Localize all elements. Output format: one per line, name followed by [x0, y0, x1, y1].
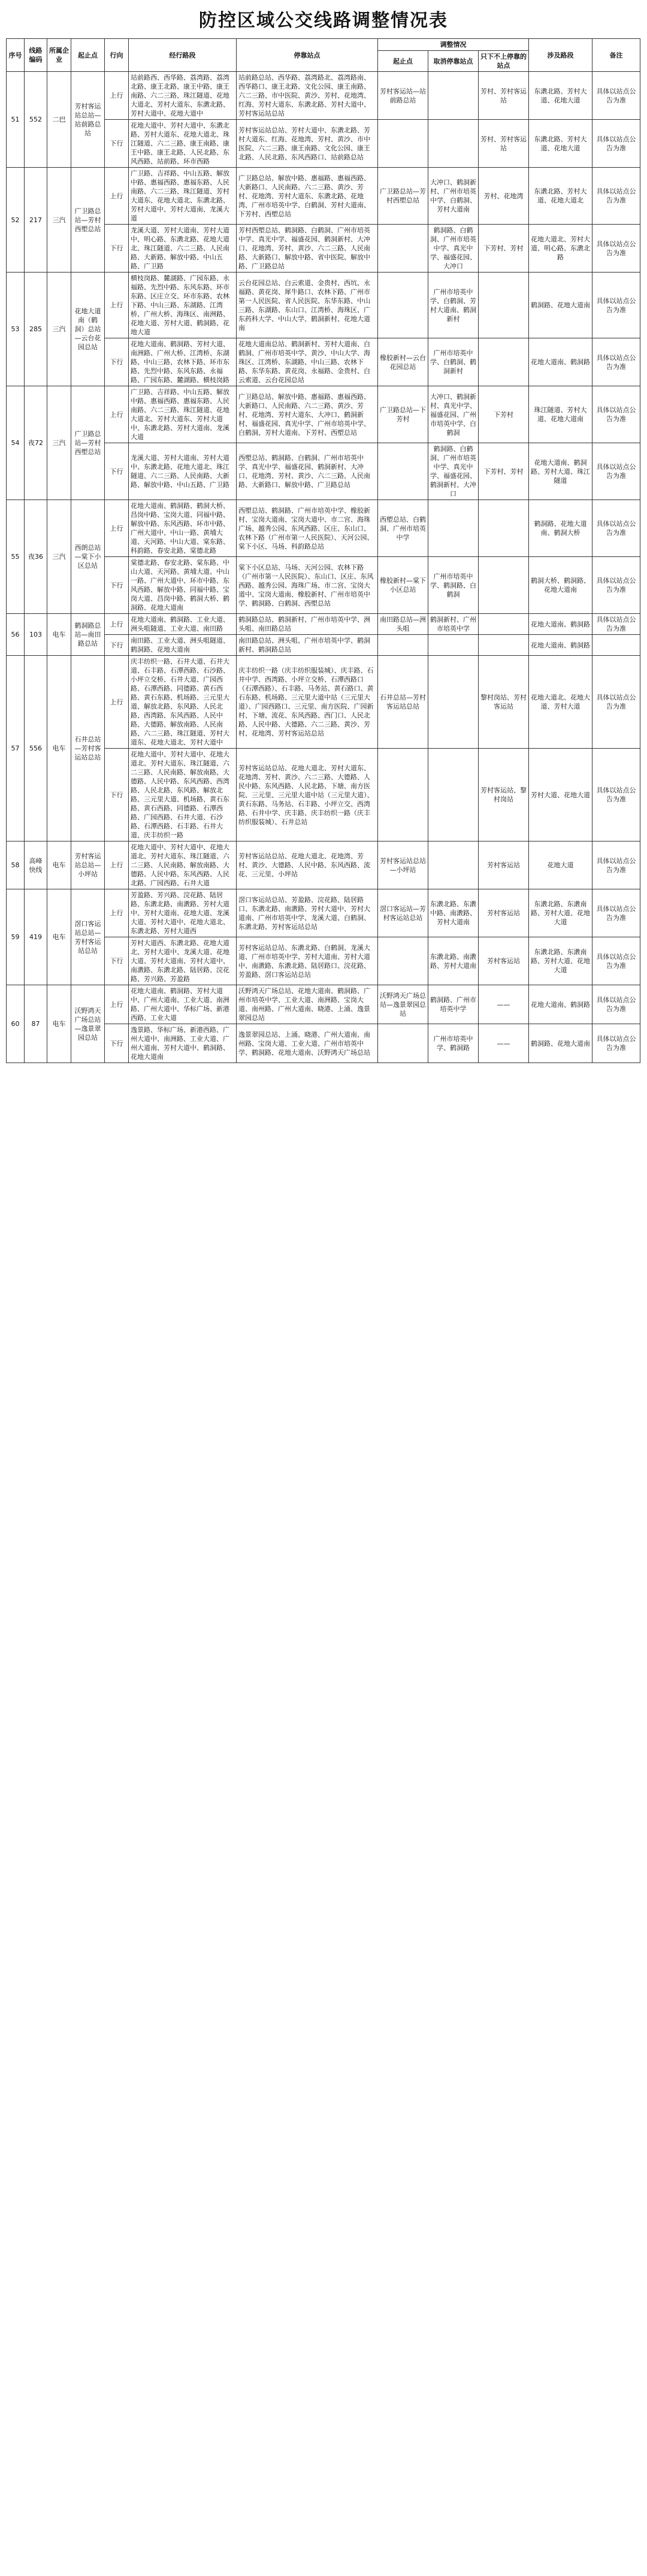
terminals-cell: 广卫路总站—芳村西塱总站: [71, 168, 105, 273]
stops-cell: 西塱总站、鹤洞路、广州市培英中学、橡胶新村、宝岗大道南、宝岗大道中、市二宫、海珠广场、越秀公园、东风西路、区庄、东山口、农林下路（广州市第一人民医院）、天河公园、棠下小区、马场、科韵路总站: [237, 500, 378, 557]
company-cell: 电车: [47, 841, 71, 889]
line-no-cell: 高峰快线: [25, 841, 47, 889]
roads-cell: 东漖北路、芳村大道、花地大道北: [529, 168, 592, 225]
remark-cell: 具体以站点公告为准: [592, 985, 640, 1024]
roads-cell: 花地大道南、鹤洞路: [529, 985, 592, 1024]
cancelled-stops-cell: [428, 841, 479, 889]
direction-cell: 上行: [105, 72, 129, 120]
roads-cell: 东漖北路、芳村大道、花地大道: [529, 72, 592, 120]
line-no-cell: 87: [25, 985, 47, 1063]
table-row: [7, 889, 640, 937]
cancelled-stops-cell: 鹤洞路、白鹤洞、广州市培英中学、真光中学、福盛花园、鹤洞新村、大冲口: [428, 443, 479, 500]
pass-only-cell: 芳村客运站: [479, 889, 529, 937]
route-path-cell: 龙溪大道、芳村大道南、芳村大道中、明心路、东漖北路、花地大道北、珠江隧道、六二三路、人民南路、大新路、解放中路、中山五路、广卫路: [129, 225, 237, 273]
stops-cell: 云台花园总站、白云索道、金贵村、西坑、永福路、黄花岗、犀牛路口、农林下路、广州市第一人民医院、省人民医院、东华东路、中山三路、东湖路、东山口、江湾桥、海珠区、广东药科大学、中山大学、鹤洞新村、花地大道南: [237, 273, 378, 338]
stops-cell: 庆丰纺织一路（庆丰纺织服装城）、庆丰路、石井中学、西湾路、小坪立交桥、石潭西路口（石潭西路）、石丰路、马务站、黄石路口、黄石东路、机场路、三元里大道中站（三元里大道）、广园西路口、三元里、南方医院、广园新村、下塘、流花、东风西路、西门口、人民北路、人民中路、大德路、六二三路、黄沙、芳村、花地湾、芳村客运站总站: [237, 656, 378, 749]
start-end-cell: [378, 443, 428, 500]
remark-cell: 具体以站点公告为准: [592, 225, 640, 273]
start-end-cell: [378, 635, 428, 656]
route-path-cell: 花地大道中、芳村大道中、花地大道北、芳村大道东、珠江隧道、六二三路、人民南路、解放南路、大德路、人民中路、东风西路、人民北路、广园西路、石井大道: [129, 841, 237, 889]
cancelled-stops-cell: 广州市培英中学、鹤洞路: [428, 1024, 479, 1063]
header-seq: 序号: [7, 39, 25, 72]
company-cell: 三汽: [47, 386, 71, 500]
roads-cell: 花地大道南、鹤洞路: [529, 614, 592, 635]
remark-cell: 具体以站点公告为准: [592, 168, 640, 225]
stops-cell: 沃野鸿天广场总站、花地大道南、鹤洞路、广州市培英中学、工业大道、南洲路、宝岗大道、南州路、广州大道南、晓港、上涌、逸景翠园总站: [237, 985, 378, 1024]
header-start-end: 起止点: [378, 51, 428, 72]
cancelled-stops-cell: 广州市培英中学、白鹤洞、芳村大道南、鹤洞新村: [428, 273, 479, 338]
route-path-cell: 花地大道南、鹤洞路、鹤洞大桥、昌岗中路、宝岗大道、同福中路、解放中路、东风西路、环市中路、广州大道中、中山一路、黄埔大道、天河路、中山大道、棠东路、科韵路、春安北路、棠德北路: [129, 500, 237, 557]
pass-only-cell: [479, 273, 529, 338]
table-row: [7, 273, 640, 338]
route-path-cell: 花地大道中、芳村大道中、花地大道北、芳村大道东、珠江隧道、六二三路、人民南路、解放南路、大德路、人民中路、东风西路、西湾路、人民北路、东风路、解放北路、三元里大道、机场路、黄石东路、黄石西路、同德路、石潭西路、广园西路、石井大道、石沙路、石潭西路、石丰路、石井大道、庆丰纺织一路: [129, 749, 237, 841]
cancelled-stops-cell: 东漖北路、南漖路、芳村大道南: [428, 937, 479, 985]
direction-cell: 下行: [105, 635, 129, 656]
roads-cell: 东漖北路、东漖南路、芳村大道、花地大道: [529, 889, 592, 937]
line-no-cell: 夜72: [25, 386, 47, 500]
stops-cell: 南田路总站、洲头咀、广州市培英中学、鹤洞新村、鹤洞路总站: [237, 635, 378, 656]
stops-cell: 站前路总站、西华路、荔湾路北、荔湾路南、西华路口、康王北路、文化公园、康王南路、六二三路、市中医院、黄沙、芳村、花地湾、红海、芳村大道东、东漖北路、芳村大道中、芳村客运站总站: [237, 72, 378, 120]
direction-cell: 下行: [105, 937, 129, 985]
roads-cell: 花地大道北、芳村大道、明心路、东漖北路: [529, 225, 592, 273]
start-end-cell: [378, 937, 428, 985]
direction-cell: 上行: [105, 985, 129, 1024]
table-body: [7, 72, 640, 1063]
header-terminals: 起止点: [71, 39, 105, 72]
table-row: [7, 985, 640, 1024]
company-cell: 二巴: [47, 72, 71, 168]
pass-only-cell: ——: [479, 1024, 529, 1063]
cancelled-stops-cell: 广州市培英中学、白鹤洞、鹤洞新村: [428, 338, 479, 386]
cancelled-stops-cell: [428, 656, 479, 749]
seq-cell: 52: [7, 168, 25, 273]
start-end-cell: 西塱总站、白鹤洞、广州市培英中学: [378, 500, 428, 557]
route-path-cell: 南田路、工业大道、洲头咀隧道、鹤洞路、花地大道南: [129, 635, 237, 656]
terminals-cell: 芳村客运站总站—小坪站: [71, 841, 105, 889]
cancelled-stops-cell: 大冲口、鹤洞新村、广州市培英中学、白鹤洞、芳村大道南: [428, 168, 479, 225]
roads-cell: 鹤洞路、花地大道南: [529, 273, 592, 338]
roads-cell: 芳村大道、花地大道: [529, 749, 592, 841]
remark-cell: 具体以站点公告为准: [592, 500, 640, 557]
route-path-cell: 花地大道南、鹤洞路、芳村大道中、广州大道南、工业大道、南洲路、广州大道中、华标广场、新港西路、工业大道: [129, 985, 237, 1024]
route-path-cell: 广卫路、吉祥路、中山五路、解放中路、惠福西路、惠福东路、人民南路、六二三路、珠江隧道、芳村大道东、花地大道北、东漖北路、芳村大道中、芳村大道南、龙溪大道: [129, 168, 237, 225]
remark-cell: 具体以站点公告为准: [592, 937, 640, 985]
table-row: [7, 386, 640, 443]
direction-cell: 下行: [105, 749, 129, 841]
direction-cell: 上行: [105, 168, 129, 225]
pass-only-cell: 下芳村、芳村: [479, 225, 529, 273]
remark-cell: 具体以站点公告为准: [592, 386, 640, 443]
roads-cell: 鹤洞路、花地大道南: [529, 1024, 592, 1063]
route-path-cell: 芳村大道西、东漖北路、花地大道北、芳村大道中、龙溪大道、花地大道、芳村大道南、芳村大道中、南漖路、东漖北路、陆居路、浣花路、芳兴路、芳盈路: [129, 937, 237, 985]
roads-cell: 花地大道南、鹤洞路: [529, 635, 592, 656]
pass-only-cell: 芳村客运站、黎村岗站: [479, 749, 529, 841]
cancelled-stops-cell: 大冲口、鹤洞新村、真光中学、福盛花园、广州市培英中学、白鹤洞: [428, 386, 479, 443]
roads-cell: 东漖北路、芳村大道、花地大道: [529, 120, 592, 168]
seq-cell: 51: [7, 72, 25, 168]
route-path-cell: 花地大道南、鹤洞路、芳村大道、南洲路、广州大桥、江湾桥、东湖路、中山三路、农林下路、环市东路、先烈中路、东风东路、永福路、广园东路、麓湖路、横枝岗路: [129, 338, 237, 386]
remark-cell: 具体以站点公告为准: [592, 656, 640, 749]
route-path-cell: 庆丰纺织一路、石井大道、石井大道、石丰路、石潭西路、石沙路、小坪立交桥、石井大道、广园西路、石潭西路、同德路、黄石西路、黄石东路、机场路、三元里大道、解放北路、东风路、人民北路、西湾路、东风西路、人民中路、大德路、解放南路、人民南路、六二三路、珠江隧道、芳村大道东、花地大道北、芳村大道中: [129, 656, 237, 749]
remark-cell: 具体以站点公告为准: [592, 889, 640, 937]
line-no-cell: 552: [25, 72, 47, 168]
header-row-1: [7, 39, 640, 51]
remark-cell: 具体以站点公告为准: [592, 841, 640, 889]
route-path-cell: 横枝岗路、麓湖路、广园东路、永福路、先烈中路、东风东路、环市东路、区庄立交、环市东路、农林下路、中山三路、东湖路、江湾桥、广州大桥、海珠区、南洲路、花地大道、芳村大道、鹤洞路、花地大道: [129, 273, 237, 338]
direction-cell: 上行: [105, 273, 129, 338]
pass-only-cell: [479, 338, 529, 386]
seq-cell: 59: [7, 889, 25, 985]
header-remark: 备注: [592, 39, 640, 72]
direction-cell: 下行: [105, 120, 129, 168]
company-cell: 电车: [47, 614, 71, 656]
start-end-cell: 南田路总站—洲头咀: [378, 614, 428, 635]
direction-cell: 下行: [105, 443, 129, 500]
stops-cell: 芳村西塱总站、鹤洞路、白鹤洞、广州市培英中学、真光中学、福盛花园、鹤洞新村、大冲口、花地湾、芳村、黄沙、六二三路、人民南路、大新路口、解放中路、省中医院、解放中路、广卫路总站: [237, 225, 378, 273]
roads-cell: 花地大道南、鹤洞路: [529, 338, 592, 386]
page-title: 防控区域公交线路调整情况表: [199, 10, 448, 31]
seq-cell: 60: [7, 985, 25, 1063]
company-cell: 电车: [47, 889, 71, 985]
route-path-cell: 龙溪大道、芳村大道南、芳村大道中、东漖北路、花地大道北、珠江隧道、六二三路、人民南路、大新路、解放中路、中山五路、广卫路: [129, 443, 237, 500]
cancelled-stops-cell: [428, 749, 479, 841]
pass-only-cell: 芳村客运站: [479, 841, 529, 889]
cancelled-stops-cell: 广州市培英中学、鹤洞路、白鹤洞: [428, 557, 479, 614]
start-end-cell: 广卫路总站—下芳村: [378, 386, 428, 443]
company-cell: 电车: [47, 985, 71, 1063]
seq-cell: 57: [7, 656, 25, 841]
stops-cell: 西塱总站、鹤洞路、白鹤洞、广州市培英中学、真光中学、福盛花园、鹤洞新村、大冲口、花地湾、芳村、黄沙、六二三路、人民南路、大新路口、解放中路、广卫路总站: [237, 443, 378, 500]
remark-cell: 具体以站点公告为准: [592, 338, 640, 386]
start-end-cell: [378, 120, 428, 168]
start-end-cell: [378, 225, 428, 273]
table-row: [7, 72, 640, 120]
start-end-cell: 石井总站—芳村客运站总站: [378, 656, 428, 749]
remark-cell: 具体以站点公告为准: [592, 72, 640, 120]
direction-cell: 下行: [105, 225, 129, 273]
direction-cell: 上行: [105, 841, 129, 889]
company-cell: 电车: [47, 656, 71, 841]
table-row: [7, 841, 640, 889]
stops-cell: 芳村客运站总站、东漖北路、白鹤洞、龙溪大道、广州市培英中学、芳村大道南、芳村大道中、南漖路、东漖北路、陆居路口、浣花路、芳盈路、滘口客运站总站: [237, 937, 378, 985]
remark-cell: [592, 635, 640, 656]
seq-cell: 54: [7, 386, 25, 500]
pass-only-cell: 下芳村、芳村: [479, 443, 529, 500]
line-no-cell: 夜36: [25, 500, 47, 614]
direction-cell: 上行: [105, 386, 129, 443]
start-end-cell: 广卫路总站—芳村西塱总站: [378, 168, 428, 225]
header-line-no: 线路编码: [25, 39, 47, 72]
remark-cell: 具体以站点公告为准: [592, 273, 640, 338]
cancelled-stops-cell: [428, 500, 479, 557]
cancelled-stops-cell: [428, 120, 479, 168]
header-pass-only: 只下不上停靠的站点: [479, 51, 529, 72]
company-cell: 三汽: [47, 273, 71, 386]
cancelled-stops-cell: 鹤洞路、广州市培英中学: [428, 985, 479, 1024]
remark-cell: 具体以站点公告为准: [592, 1024, 640, 1063]
roads-cell: 花地大道: [529, 841, 592, 889]
route-path-cell: 花地大道中、芳村大道中、东漖北路、芳村大道东、花地大道北、珠江隧道、六二三路、康王南路、康王中路、康王北路、人民北路、东风西路、站前路、环市西路: [129, 120, 237, 168]
roads-cell: 花地大道北、花地大道、芳村大道: [529, 656, 592, 749]
adjustment-table: [6, 38, 640, 1063]
remark-cell: 具体以站点公告为准: [592, 749, 640, 841]
cancelled-stops-cell: 东漖北路、东漖中路、南漖路、芳村大道南: [428, 889, 479, 937]
header-route-path: 经行路段: [129, 39, 237, 72]
cancelled-stops-cell: [428, 635, 479, 656]
start-end-cell: [378, 749, 428, 841]
stops-cell: 逸景翠园总站、上涌、晓港、广州大道南、南州路、宝岗大道、工业大道、广州市培英中学、鹤洞路、花地大道南、沃野鸿天广场总站: [237, 1024, 378, 1063]
pass-only-cell: 下芳村: [479, 386, 529, 443]
remark-cell: 具体以站点公告为准: [592, 443, 640, 500]
pass-only-cell: ——: [479, 985, 529, 1024]
cancelled-stops-cell: 鹤洞路、白鹤洞、广州市培英中学、真光中学、福盛花园、大冲口: [428, 225, 479, 273]
direction-cell: 下行: [105, 557, 129, 614]
terminals-cell: 广卫路总站—芳村西塱总站: [71, 386, 105, 500]
pass-only-cell: [479, 557, 529, 614]
start-end-cell: 沃野鸿天广场总站—逸景翠园总站: [378, 985, 428, 1024]
header-adjustment: 调整情况: [378, 39, 529, 51]
pass-only-cell: [479, 635, 529, 656]
start-end-cell: 芳村客运站总站—小坪站: [378, 841, 428, 889]
start-end-cell: 橡胶新村—棠下小区总站: [378, 557, 428, 614]
direction-cell: 上行: [105, 889, 129, 937]
route-path-cell: 站前路西、西华路、荔湾路、荔湾北路、康王北路、康王中路、康王南路、六二三路、珠江隧道、花地大道北、芳村大道东、东漖北路、芳村大道中、花地大道中: [129, 72, 237, 120]
terminals-cell: 石井总站—芳村客运站总站: [71, 656, 105, 841]
route-path-cell: 芳盈路、芳兴路、浣花路、陆居路、东漖北路、南漖路、芳村大道中、芳村大道南、花地大道、龙溪大道、芳村大道中、花地大道北、东漖北路、芳村大道西: [129, 889, 237, 937]
stops-cell: 芳村客运站总站、芳村大道中、东漖北路、芳村大道东、红海、花地湾、芳村、黄沙、市中医院、六二三路、康王南路、文化公园、康王北路、人民北路、东风西路口、站前路总站: [237, 120, 378, 168]
line-no-cell: 556: [25, 656, 47, 841]
company-cell: 三汽: [47, 500, 71, 614]
header-roads: 涉及路段: [529, 39, 592, 72]
company-cell: 三汽: [47, 168, 71, 273]
roads-cell: 鹤洞大桥、鹤洞路、花地大道南: [529, 557, 592, 614]
roads-cell: 鹤洞路、花地大道南、鹤洞大桥: [529, 500, 592, 557]
pass-only-cell: [479, 614, 529, 635]
seq-cell: 56: [7, 614, 25, 656]
stops-cell: 滘口客运站总站、芳盈路、浣花路、陆居路口、东漖北路、南漖路、芳村大道中、芳村大道南、广州市培英中学、龙溪大道、白鹤洞、东漖北路、芳村客运站总站: [237, 889, 378, 937]
terminals-cell: 沃野鸿天广场总站—逸景翠园总站: [71, 985, 105, 1063]
header-stops: 停靠站点: [237, 39, 378, 72]
seq-cell: 53: [7, 273, 25, 386]
table-row: [7, 500, 640, 557]
line-no-cell: 103: [25, 614, 47, 656]
stops-cell: 花地大道南总站、鹤洞新村、芳村大道南、白鹤洞、广州市培英中学、黄沙、中山大学、海珠区、江湾桥、东湖路、中山三路、农林下路、东华东路、黄花岗、永福路、金贵村、白云索道、云台花园总站: [237, 338, 378, 386]
pass-only-cell: 芳村、花地湾: [479, 168, 529, 225]
header-direction: 行向: [105, 39, 129, 72]
start-end-cell: [378, 273, 428, 338]
roads-cell: 花地大道南、鹤洞路、芳村大道、珠江隧道: [529, 443, 592, 500]
table-row: [7, 656, 640, 749]
remark-cell: 具体以站点公告为准: [592, 614, 640, 635]
direction-cell: 下行: [105, 338, 129, 386]
route-path-cell: 逸景路、华标广场、新港西路、广州大道中、南洲路、工业大道、广州大道南、芳村大道中、鹤洞路、花地大道南: [129, 1024, 237, 1063]
stops-cell: 广卫路总站、解放中路、惠福路、惠福西路、大新路口、人民南路、六二三路、黄沙、芳村、花地湾、芳村大道东、东漖北路、花地湾、广州市培英中学、白鹤洞、芳村大道南、下芳村、西塱总站: [237, 168, 378, 225]
pass-only-cell: 芳村、芳村客运站: [479, 72, 529, 120]
direction-cell: 上行: [105, 656, 129, 749]
route-path-cell: 广卫路、吉祥路、中山五路、解放中路、惠福西路、惠福东路、人民南路、六二三路、珠江隧道、花地大道北、芳村大道东、芳村大道中、东漖北路、芳村大道南、龙溪大道: [129, 386, 237, 443]
stops-cell: 鹤洞路总站、鹤洞新村、广州市培英中学、洲头咀、南田路总站: [237, 614, 378, 635]
terminals-cell: 花地大道南（鹤洞）总站—云台花园总站: [71, 273, 105, 386]
stops-cell: 棠下小区总站、马场、天河公园、农林下路（广州市第一人民医院）、东山口、区庄、东风西路、越秀公园、海珠广场、市二宫、宝岗大道中、宝岗大道南、橡胶新村、广州市培英中学、鹤洞路、白鹤洞、西塱总站: [237, 557, 378, 614]
stops-cell: 芳村客运站总站、花地大道北、芳村大道东、花地湾、芳村、黄沙、六二三路、大德路、人民中路、东风西路、人民北路、下塘、南方医院、三元里、三元里大道中站（三元里大道）、黄石东路、马务站、石丰路、小坪立交、西湾路、石井中学、庆丰路、庆丰纺织一路（庆丰纺织服装城）、石井总站: [237, 749, 378, 841]
table-row: [7, 614, 640, 635]
line-no-cell: 217: [25, 168, 47, 273]
remark-cell: 具体以站点公告为准: [592, 557, 640, 614]
terminals-cell: 滘口客运站总站—芳村客运站总站: [71, 889, 105, 985]
terminals-cell: 芳村客运站总站—站前路总站: [71, 72, 105, 168]
stops-cell: 广卫路总站、解放中路、惠福路、惠福西路、大新路口、人民南路、六二三路、黄沙、芳村、花地湾、芳村大道东、大冲口、鹤洞新村、福盛花园、真光中学、广州市培英中学、白鹤洞、芳村大道南、下芳村、西塱总站: [237, 386, 378, 443]
cancelled-stops-cell: [428, 72, 479, 120]
header-company: 所属企业: [47, 39, 71, 72]
pass-only-cell: 黎村岗站、芳村客运站: [479, 656, 529, 749]
route-path-cell: 棠德北路、春安北路、棠东路、中山大道、天河路、黄埔大道、中山一路、广州大道中、环市中路、东风西路、解放中路、同福中路、宝岗大道、昌岗中路、鹤洞大桥、鹤洞路、花地大道南: [129, 557, 237, 614]
cancelled-stops-cell: 鹤洞新村、广州市培英中学: [428, 614, 479, 635]
roads-cell: 东漖北路、东漖南路、芳村大道、花地大道: [529, 937, 592, 985]
stops-cell: 芳村客运站总站、花地大道北、花地湾、芳村、黄沙、大德路、人民中路、东风西路、流花、三元里、小坪站: [237, 841, 378, 889]
direction-cell: 下行: [105, 1024, 129, 1063]
roads-cell: 珠江隧道、芳村大道、花地大道南: [529, 386, 592, 443]
terminals-cell: 鹤洞路总站—南田路总站: [71, 614, 105, 656]
terminals-cell: 西朗总站—棠下小区总站: [71, 500, 105, 614]
remark-cell: 具体以站点公告为准: [592, 120, 640, 168]
pass-only-cell: [479, 500, 529, 557]
start-end-cell: [378, 1024, 428, 1063]
line-no-cell: 419: [25, 889, 47, 985]
pass-only-cell: 芳村客运站: [479, 937, 529, 985]
start-end-cell: 橡胶新村—云台花园总站: [378, 338, 428, 386]
table-row: [7, 168, 640, 225]
pass-only-cell: 芳村、芳村客运站: [479, 120, 529, 168]
seq-cell: 58: [7, 841, 25, 889]
header-cancelled-stops: 取消停靠站点: [428, 51, 479, 72]
line-no-cell: 285: [25, 273, 47, 386]
direction-cell: 上行: [105, 614, 129, 635]
start-end-cell: 芳村客运站—站前路总站: [378, 72, 428, 120]
start-end-cell: 滘口客运站—芳村客运站总站: [378, 889, 428, 937]
route-path-cell: 花地大道南、鹤洞路、工业大道、洲头咀隧道、工业大道、南田路: [129, 614, 237, 635]
direction-cell: 上行: [105, 500, 129, 557]
seq-cell: 55: [7, 500, 25, 614]
